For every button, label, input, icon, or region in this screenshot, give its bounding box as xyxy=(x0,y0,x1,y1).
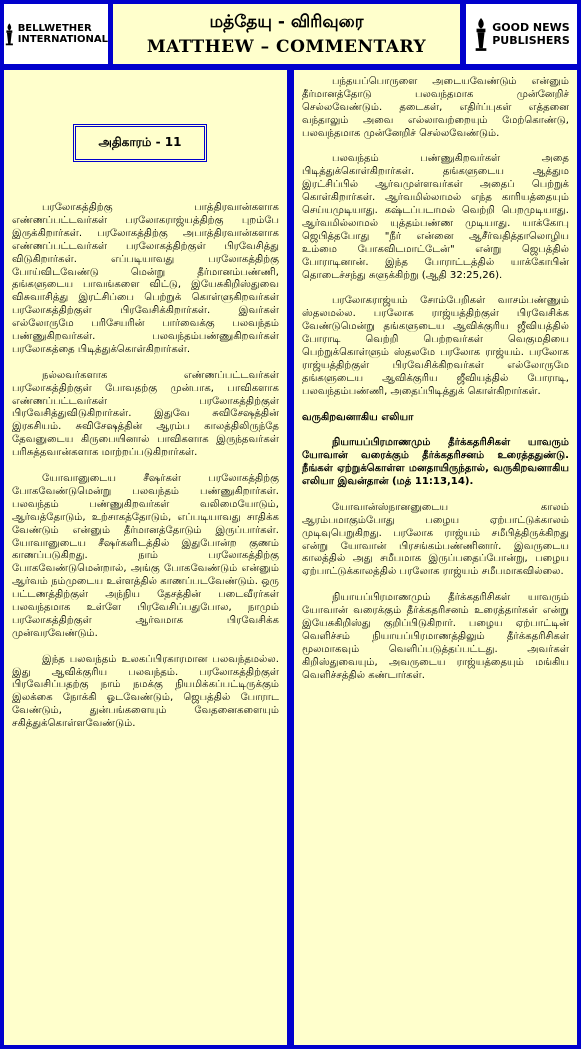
header-title-panel xyxy=(113,4,460,64)
title-english: MATTHEW – COMMENTARY xyxy=(146,36,427,57)
section-heading: வருகிறவனாகிய எலியா xyxy=(302,411,414,423)
paragraph: பரலோகத்திற்கு பாத்திரவான்களாக எண்ணப்பட்டவர்கள் பரலோகராஜ்யத்திற்கு புறம்பே இருக்கிறார்கள். பரலோகத்திற்கு அபாத்திரவான்களாக எண்ணப்பட்டவர்கள் பரலோகத்திற்குள் பிரவேசித்து விடுகிறார்கள். எப்படியாவது பரலோகத்திற்கு போய்விடவேண்டு மென்று தீர்மானம்பண்ணி, தங்களுடைய பாவங்களை விட்டு, இயேசுகிறிஸ்துவை விசுவாசித்து இரட்சிப்பை பெற்றுக் கொள்ளுகிறவர்கள் பரலோகத்திற்குள் பிரவேசிக்கிறார்கள். இவர்கள் எல்லோருமே பரிசேயரின் பார்வைக்கு பலவந்தம் பண்ணுகிறவர்கள். பலவந்தம்பண்ணுகிறவர்கள் பரலோகத்தை பிடித்துக்கொள்கிறார்கள். xyxy=(12,202,279,355)
torch-icon xyxy=(4,14,15,54)
bellwether-logo-panel xyxy=(4,4,108,64)
paragraph: பலவந்தம் பண்ணுகிறவர்கள் அதை பிடித்துக்கொள்கிறார்கள். தங்களுடைய ஆத்தும இரட்சிப்பில் ஆர்வமுள்ளவர்கள் அதைப் பெற்றுக் கொள்கிறார்கள். ஆர்வமில்லாமல் எந்த காரியத்தையும் செய்யமுடியாது. கஷ்டப்படாமல் வெற்றி பெறமுடியாது. ஆர்வமில்லாமல் யுத்தம்பண்ண முடியாது. யாக்கோபு ஜெபித்தபோது "நீர் என்னை ஆசீர்வதித்தாலொழிய உம்மை போகவிடமாட்டேன்" என்று ஜெபத்தில் போராடினான். இந்த போராட்டத்தில் யாக்கோபின் தொடைச்சந்து சுளுக்கிற்று (ஆதி 32:25,26). xyxy=(302,153,569,281)
right-column-text xyxy=(302,76,569,695)
paragraph: யோவானுடைய சீஷர்கள் பரலோகத்திற்கு போகவேண்டுமென்று பலவந்தம் பண்ணுகிறார்கள். பலவந்தம் பண்ணுகிறவர்கள் வலிமையோடும், ஆர்வத்தோடும், உற்சாகத்தோடும், எப்படியாவது சாதிக்க வேண்டும் என்னும் தீர்மானத்தோடும் இருப்பார்கள். யோவானுடைய சீஷர்களிடத்தில் இதுபோன்ற குணம் காணப்படுகிறது. நாம் பரலோகத்திற்கு போகவேண்டுமென்றால், அங்கு போகவேண்டும் என்னும் ஆர்வம் நம்முடைய உள்ளத்தில் காணப்படவேண்டும். ஒரு பட்டணத்திற்குள் அந்நிய தேசத்தின் படைவீரர்கள் பலவந்தமாக உள்ளே பிரவேசிப்பதுபோல, நாமும் பரலோகத்திற்குள் ஆர்வமாக பிரவேசிக்க முன்வரவேண்டும். xyxy=(12,473,279,639)
left-column xyxy=(4,70,287,1045)
chapter-label: அதிகாரம் - 11 xyxy=(73,124,207,162)
scripture-quote: நியாயப்பிரமாணமும் தீர்க்கதரிசிகள் யாவரும் யோவான் வரைக்கும் தீர்க்கதரிசனம் உரைத்ததுண்டு. நீங்கள் ஏற்றுக்கொள்ள மனதாயிருந்தால், வருகிறவனாகிய எலியா இவன்தான் (மத் 11:13,14). xyxy=(302,437,569,488)
left-column-text xyxy=(12,202,279,744)
title-tamil: மத்தேயு - விரிவுரை xyxy=(209,11,364,32)
paragraph: பந்தயப்பொருளை அடையவேண்டும் என்னும் தீர்மானத்தோடு பலவந்தமாக முன்னேறிச் செல்லவேண்டும். தடைகள், எதிர்ப்புகள் எத்தனை வந்தாலும் அவை எல்லாவற்றையும் மேற்கொண்டு, பலவந்தமாக முன்னேறிச் செல்லவேண்டும். xyxy=(302,76,569,139)
paragraph: நல்லவர்களாக எண்ணப்பட்டவர்கள் பரலோகத்திற்குள் போவதற்கு முன்பாக, பாவிகளாக எண்ணப்பட்டவர்கள் பரலோகத்திற்குள் பிரவேசித்துவிடுகிறார்கள். இதுவே சுவிசேஷத்தின் இரகசியம். சுவிசேஷத்தின் ஆரம்ப காலத்திலிருந்தே தேவனுடைய கிருபையினால் பாவிகளாக இருந்தவர்கள் பரிசுத்தவான்களாக மாற்றப்படுகிறார்கள். xyxy=(12,369,279,459)
right-column xyxy=(294,70,577,1045)
paragraph: நியாயப்பிரமாணமும் தீர்க்கதரிசிகள் யாவரும் யோவான் வரைக்கும் தீர்க்கதரிசனம் உரைத்தார்கள் என்று இயேசுகிறிஸ்து குறிப்பிடுகிறார். பழைய ஏற்பாட்டின் வெளிச்சம் நியாயப்பிரமாணத்திலும் தீர்க்கதரிசிகள் மூலமாகவும் வெளிப்படுத்தப்பட்டது. அவர்கள் கிறிஸ்துவையும், அவருடைய ராஜ்யத்தையும் மங்கிய வெளிச்சத்தில் கண்டார்கள். xyxy=(302,592,569,681)
left-logo-line-2: INTERNATIONAL xyxy=(17,34,108,45)
right-logo-line-1: GOOD NEWS xyxy=(492,21,570,34)
paragraph: யோவான்ஸ்நானனுடைய காலம் ஆரம்பமாகும்போது பழைய ஏற்பாட்டுக்காலம் முடிவுபெறுகிறது. பரலோக ராஜ்யம் சமீபித்திருக்கிறது என்று யோவான் பிரசங்கம்பண்ணினார். இவருடைய காலத்தில் அது சமீபமாக இருப்பதைப்போன்று, பழைய ஏற்பாட்டுக்காலத்தில் பரலோக ராஜ்யம் சமீபமாகவில்லை. xyxy=(302,501,569,578)
left-logo-line-1: BELLWETHER xyxy=(17,23,92,34)
torch-icon xyxy=(473,14,489,54)
right-logo-line-2: PUBLISHERS xyxy=(492,34,570,47)
good-news-logo-panel xyxy=(466,4,577,64)
paragraph: இந்த பலவந்தம் உலகப்பிரகாரமான பலவந்தமல்ல. இது ஆவிக்குரிய பலவந்தம். பரலோகத்திற்குள் பிரவேசிப்பதற்கு நாம் நமக்கு நியமிக்கப்பட்டிருக்கும் இலக்கை நோக்கி ஓடவேண்டும், ஜெபத்தில் போராட வேண்டும், துன்பங்களையும் வேதனைகளையும் சகித்துக்கொள்ளவேண்டும். xyxy=(12,653,279,730)
paragraph: பரலோகராஜ்யம் சோம்பேறிகள் வாசம்பண்ணும் ஸ்தலமல்ல. பரலோக ராஜ்யத்திற்குள் பிரவேசிக்க வேண்டுமென்று தங்களுடைய ஆவிக்குரிய ஜீவியத்தில் போராடி வெற்றி பெற்றவர்கள் வெகுமதியை பெற்றுக்கொள்ளும் ஸ்தலமே பரலோக ராஜ்யம். பரலோக ராஜ்யத்திற்குள் பிரவேசிக்கிறவர்கள் எல்லோருமே தங்களுடைய ஆவிக்குரிய ஜீவியத்தில் போராடி, பலவந்தம்பண்ணி, அதைப்பிடித்துக் கொள்கிறார்கள். xyxy=(302,295,569,397)
